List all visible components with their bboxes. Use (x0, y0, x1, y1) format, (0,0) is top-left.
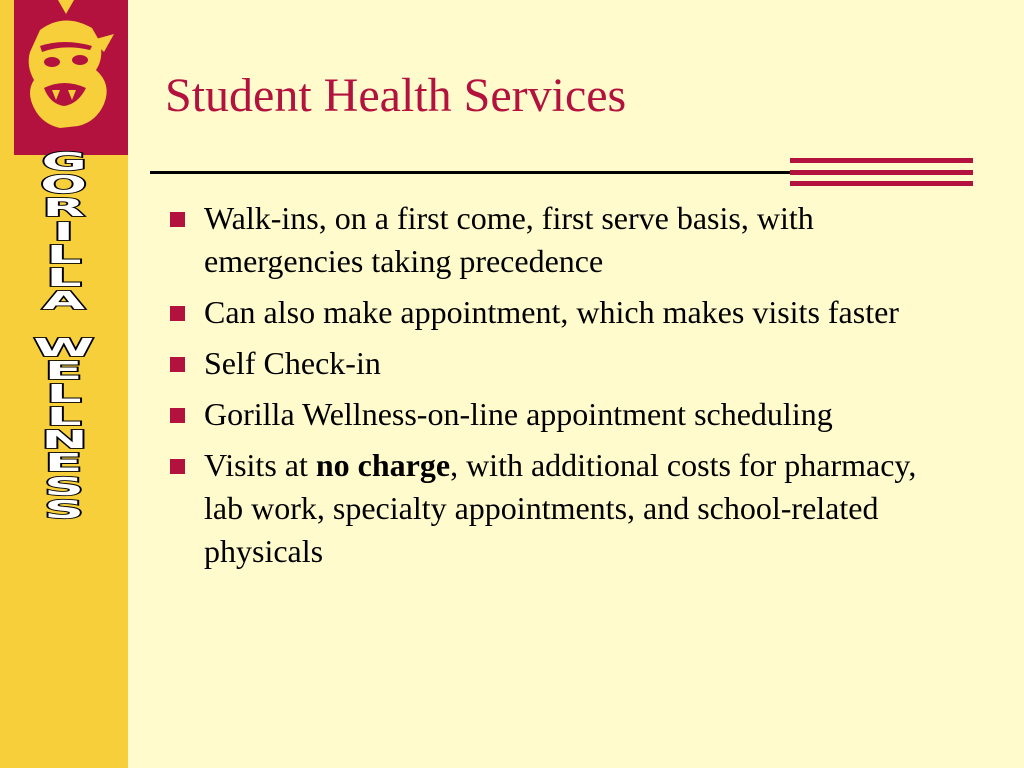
vertical-text-letter: N (40, 425, 88, 455)
vertical-text-letter: A (42, 286, 86, 316)
vertical-text-letter: S (44, 494, 84, 524)
bullet-item (168, 444, 948, 573)
bullet-item (168, 393, 948, 436)
logo-block (0, 0, 128, 155)
vertical-text-letter: W (33, 332, 95, 362)
vertical-text-letter: E (45, 355, 83, 385)
title-accent-stripes (790, 158, 973, 186)
square-bullet-icon (170, 306, 185, 321)
bullet-text: Walk-ins, on a first come, first serve basis, with emergencies taking precedence (204, 200, 814, 279)
gorilla-mascot-icon (0, 0, 128, 155)
bullet-text: Self Check-in (204, 345, 381, 381)
bullet-item (168, 342, 948, 385)
bullet-text-pre: Visits at (204, 447, 316, 483)
bullet-text-post: , with additional costs for pharmacy, lab work, specialty appointments, and school-related physicals (204, 447, 917, 569)
bullet-text: Gorilla Wellness-on-line appointment scheduling (204, 396, 833, 432)
square-bullet-icon (170, 357, 185, 372)
vertical-text-letter: R (42, 193, 86, 223)
bullet-item (168, 197, 948, 283)
vertical-text-letter: I (53, 216, 75, 246)
vertical-text-letter: L (46, 402, 82, 432)
bullet-item (168, 291, 948, 334)
bullet-text (204, 447, 916, 569)
bullet-text: Can also make appointment, which makes visits faster (204, 294, 899, 330)
gorilla-wellness-vertical-text (12, 147, 116, 524)
slide-title: Student Health Services (165, 69, 627, 122)
vertical-text-letter: L (46, 262, 82, 292)
vertical-text-letter: L (46, 378, 82, 408)
bullet-list (168, 197, 948, 581)
square-bullet-icon (170, 408, 185, 423)
vertical-text-letter: O (40, 170, 88, 200)
square-bullet-icon (170, 459, 185, 474)
square-bullet-icon (170, 212, 185, 227)
vertical-text-letter: S (44, 471, 84, 501)
vertical-text-letter: L (46, 239, 82, 269)
bullet-text-bold: no charge (315, 447, 451, 483)
sidebar-band (0, 0, 128, 768)
vertical-text-letter: G (41, 147, 87, 176)
vertical-text-letter: E (45, 448, 83, 478)
